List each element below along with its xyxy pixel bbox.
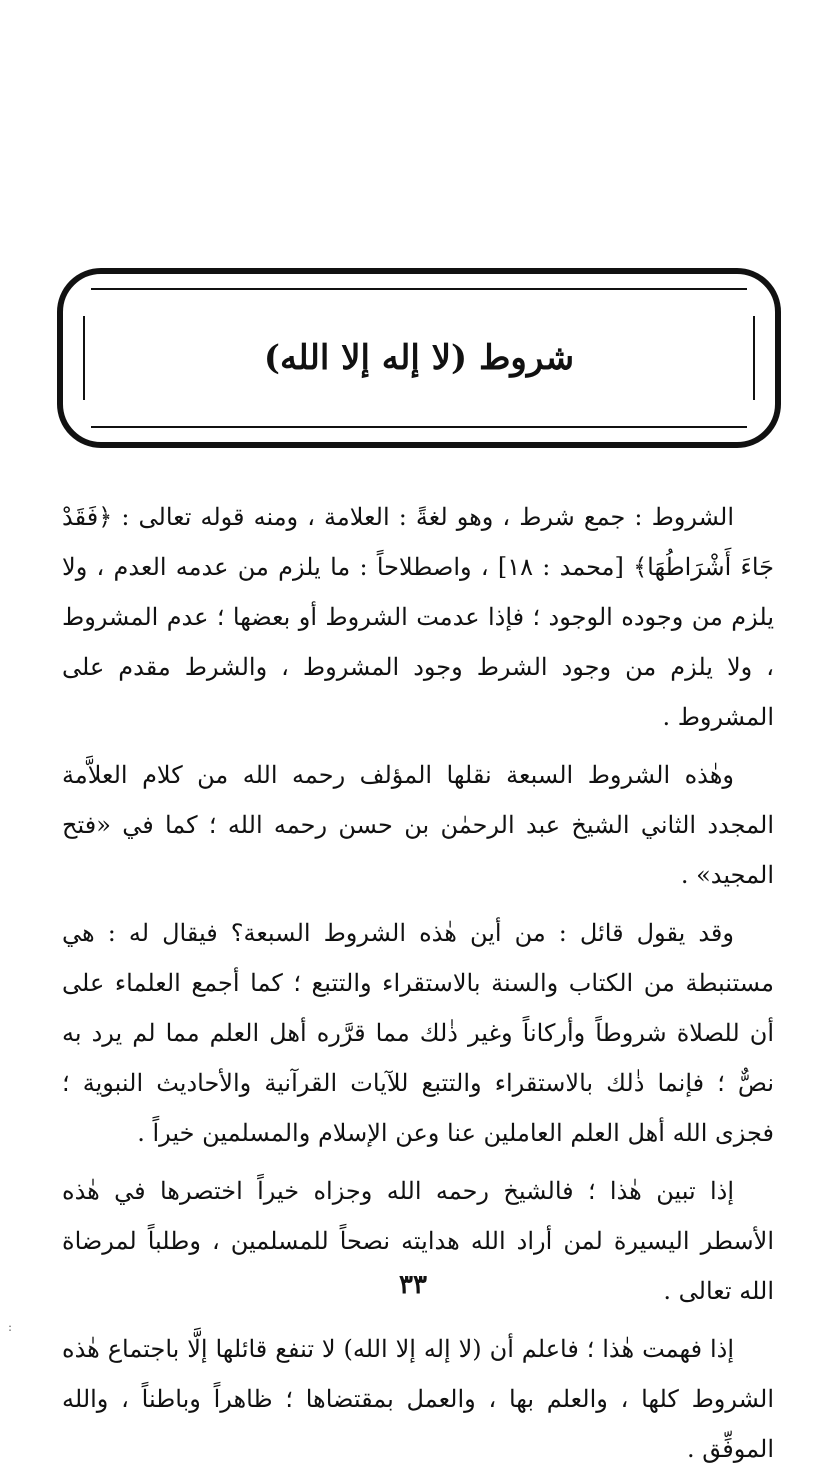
paragraph-conclusion: إذا فهمت هٰذا ؛ فاعلم أن (لا إله إلا الله) لا تنفع قائلها إلَّا باجتماع هٰذه الشروط كلها ، والعلم بها ، والعمل بمقتضاها ؛ ظاهراً وباطناً ، والله الموفِّق . <box>62 1335 774 1463</box>
chapter-title-frame <box>57 268 781 448</box>
margin-mark: : <box>8 1320 13 1334</box>
frame-rule-bottom <box>91 426 747 428</box>
page-number: ٣٣ <box>399 1270 427 1300</box>
paragraph-summary: إذا تبين هٰذا ؛ فالشيخ رحمه الله وجزاه خيراً اختصرها في هٰذه الأسطر اليسيرة لمن أراد الله هدايته نصحاً للمسلمين ، وطلباً لمرضاة الله تعالى . <box>62 1177 774 1305</box>
paragraph-definition: الشروط : جمع شرط ، وهو لغةً : العلامة ، ومنه قوله تعالى : ﴿فَقَدْ جَاءَ أَشْرَاطُهَا﴾ [محمد : ١٨] ، واصطلاحاً : ما يلزم من عدمه العدم ، ولا يلزم من وجوده الوجود ؛ فإذا عدمت الشروط أو بعضها ؛ عدم المشروط ، ولا يلزم من وجود الشرط وجود المشروط ، والشرط مقدم على المشروط . <box>62 503 774 731</box>
paragraph-derivation: وقد يقول قائل : من أين هٰذه الشروط السبعة؟ فيقال له : هي مستنبطة من الكتاب والسنة بالاستقراء والتتبع ؛ كما أجمع العلماء على أن للصلاة شروطاً وأركاناً وغير ذٰلك مما قرَّره أهل العلم مما لم يرد به نصٌّ ؛ فإنما ذٰلك بالاستقراء والتتبع للآيات القرآنية والأحاديث النبوية ؛ فجزى الله أهل العلم العاملين عنا وعن الإسلام والمسلمين خيراً . <box>62 919 775 1147</box>
chapter-title: شروط (لا إله إلا الله) <box>263 338 575 378</box>
frame-rule-top <box>91 288 747 290</box>
paragraph-source: وهٰذه الشروط السبعة نقلها المؤلف رحمه الله من كلام العلاَّمة المجدد الثاني الشيخ عبد الرحمٰن بن حسن رحمه الله ؛ كما في «فتح المجيد» . <box>62 761 774 889</box>
body-text <box>62 492 774 1482</box>
